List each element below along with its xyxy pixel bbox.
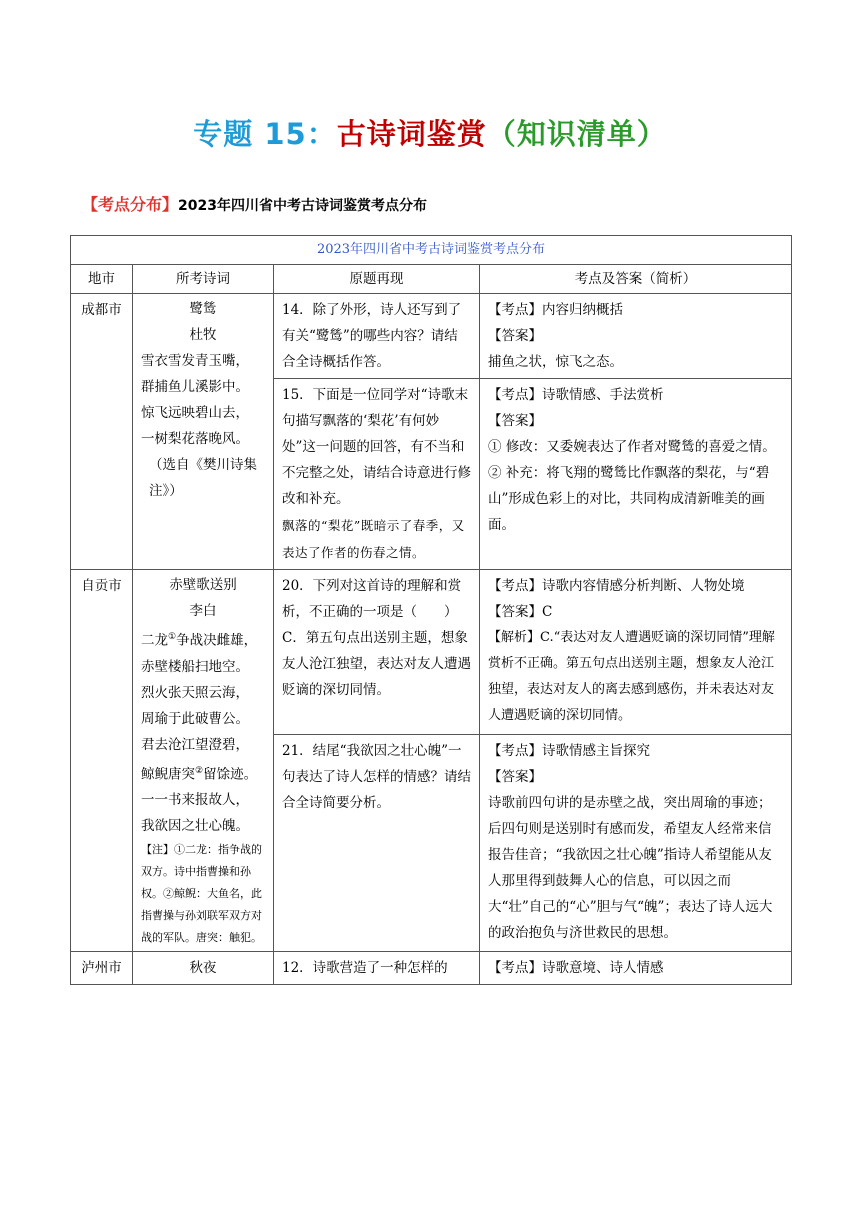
- poem-cell: [133, 294, 274, 570]
- poem-line: 雪衣雪发青玉嘴，: [141, 353, 249, 369]
- table-header-row: [71, 265, 792, 294]
- title-sub: （知识清单）: [486, 117, 667, 151]
- question-cell: [274, 379, 480, 570]
- answer-point: 【考点】诗歌内容情感分析判断、人物处境: [488, 578, 745, 594]
- answer-label: 【答案】: [488, 328, 542, 344]
- title-main: 古诗词鉴赏: [336, 117, 487, 151]
- table-row: [71, 570, 792, 735]
- answer-text: 诗歌前四句讲的是赤壁之战，突出周瑜的事迹；后四句则是送别时有感而发，希望友人经常来信报告佳音；“我欲因之壮心魄”指诗人希望能从友人那里得到鼓舞人心的信息，可以因之而大“壮”自己的“心”胆与气“魄”；表达了诗人远大的政治抱负与济世救民的思想。: [488, 794, 773, 941]
- question-text: 20．下列对这首诗的理解和赏析，不正确的一项是（ ）: [282, 578, 462, 620]
- question-cell: [274, 734, 480, 951]
- poem-title: 鹭鸶: [189, 301, 217, 317]
- poem-line: 一树梨花落晚风。: [141, 431, 249, 447]
- section-tag: 【考点分布】: [82, 195, 179, 214]
- answer-text: 【答案】C: [488, 604, 553, 620]
- poem-line: 惊飞远映碧山去，: [141, 405, 249, 421]
- section-text: 2023年四川省中考古诗词鉴赏考点分布: [178, 198, 427, 214]
- table-row: [71, 294, 792, 379]
- poem-line: 君去沧江望澄碧，: [141, 736, 249, 753]
- question-text: 12．诗歌营造了一种怎样的: [274, 952, 480, 985]
- answer-point: 【考点】诗歌情感主旨探究: [488, 742, 650, 759]
- answer-point: 【考点】诗歌情感、手法赏析: [488, 387, 664, 403]
- table-caption: 2023年四川省中考古诗词鉴赏考点分布: [71, 236, 792, 265]
- question-text: 21．结尾“我欲因之壮心魄”一句表达了诗人怎样的情感？请结合全诗简要分析。: [282, 742, 471, 811]
- poem-note: 【注】①二龙：指争战的双方。诗中指曹操和孙权。②鲸鲵：大鱼名，此指曹操与孙刘联军双方对战的军队。唐突：触犯。: [141, 843, 262, 944]
- question-cell: [274, 294, 480, 379]
- header-question: 原题再现: [274, 265, 480, 294]
- answer-label: 【答案】: [488, 768, 542, 785]
- answer-cell: [480, 294, 792, 379]
- poem-line: 二龙①争战决雌雄，: [141, 632, 258, 649]
- poem-line: 群捕鱼儿溪影中。: [141, 379, 249, 395]
- answer-text: ② 补充：将飞翔的鹭鸶比作飘落的梨花，与“碧山”形成色彩上的对比，共同构成清新唯美的画面。: [488, 465, 770, 533]
- table-row: [71, 952, 792, 985]
- page-title: [0, 112, 860, 153]
- city-cell: 泸州市: [71, 952, 133, 985]
- student-answer: 飘落的“梨花”既暗示了春季，又表达了作者的伤春之情。: [282, 518, 465, 560]
- answer-text: 捕鱼之状，惊飞之态。: [488, 354, 623, 370]
- poem-title: 赤壁歌送别: [169, 577, 237, 593]
- header-answer: 考点及答案（简析）: [480, 265, 792, 294]
- poem-author: 杜牧: [189, 327, 217, 343]
- answer-cell: [480, 734, 792, 951]
- poem-line: 鲸鲵唐突②留馀迹。: [141, 765, 258, 782]
- poem-line: 周瑜于此破曹公。: [141, 710, 249, 727]
- question-option: C．第五句点出送别主题，想象友人沧江独望，表达对友人遭遇贬谪的深切同情。: [282, 630, 471, 698]
- answer-text: ① 修改：又委婉表达了作者对鹭鸶的喜爱之情。: [488, 439, 776, 455]
- poem-cell: [133, 570, 274, 952]
- poem-line: 烈火张天照云海，: [141, 684, 249, 701]
- question-cell: [274, 570, 480, 735]
- answer-point: 【考点】内容归纳概括: [488, 302, 623, 318]
- poem-author: 李白: [189, 603, 217, 619]
- poem-source: （选自《樊川诗集注》）: [149, 457, 257, 499]
- poem-title: 秋夜: [133, 952, 274, 985]
- answer-analysis: 【解析】C.“表达对友人遭遇贬谪的深切同情”理解赏析不正确。第五句点出送别主题，想象友人沧江独望，表达对友人的离去感到感伤，并未表达对友人遭遇贬谪的深切同情。: [488, 630, 775, 723]
- answer-cell: [480, 570, 792, 735]
- poem-line: 一一书来报故人，: [141, 792, 249, 808]
- header-city: 地市: [71, 265, 133, 294]
- answer-label: 【答案】: [488, 413, 542, 429]
- city-cell: 成都市: [71, 294, 133, 570]
- question-text: 14．除了外形，诗人还写到了有关“鹭鸶”的哪些内容？请结合全诗概括作答。: [282, 302, 462, 370]
- answer-point: 【考点】诗歌意境、诗人情感: [480, 952, 792, 985]
- header-poem: 所考诗词: [133, 265, 274, 294]
- poem-line: 我欲因之壮心魄。: [141, 818, 249, 834]
- section-heading: [82, 192, 427, 215]
- title-prefix: 专题: [193, 117, 254, 151]
- city-cell: 自贡市: [71, 570, 133, 952]
- exam-table: [70, 235, 792, 985]
- title-number: 15：: [264, 117, 337, 151]
- question-text: 15．下面是一位同学对“诗歌末句描写飘落的‘梨花’有何妙处”这一问题的回答，有不当和不完整之处，请结合诗意进行修改和补充。: [282, 387, 471, 507]
- answer-cell: [480, 379, 792, 570]
- poem-line: 赤壁楼船扫地空。: [141, 658, 249, 675]
